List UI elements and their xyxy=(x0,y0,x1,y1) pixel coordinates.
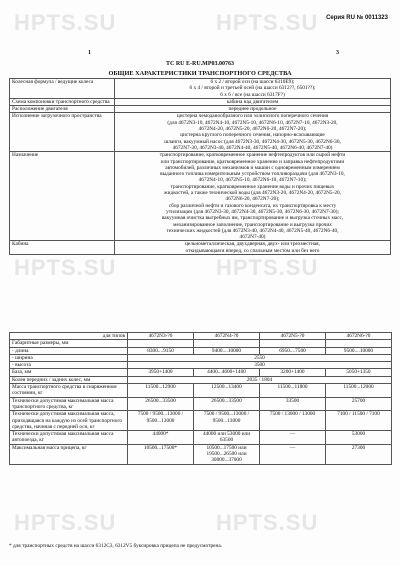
value-line: цистерна круглого поперечного сечения, напорно-всасывающие xyxy=(180,132,325,139)
general-row xyxy=(10,152,391,241)
spec-row xyxy=(10,384,392,398)
spec-value: 44000* xyxy=(128,431,194,445)
spec-value: 7100 / 11500 / 7100 xyxy=(326,411,392,431)
spec-row xyxy=(10,431,392,445)
spec-value: 12500...13400 xyxy=(194,384,260,398)
general-row xyxy=(10,113,391,152)
spec-value: 7500 / 9500...13000 / 9500...13000 xyxy=(194,411,260,431)
footnote: * для транспортных средств на шасси 6312С3, 6312V5 буксировка прицепа не предусмотрена. xyxy=(9,543,222,549)
spec-value: 26500...33500 xyxy=(128,397,194,411)
value-line: 6 x 4 / второй и третьей осей (на шасси 6312??, 6501??); xyxy=(189,85,316,92)
value-line: шланги, вакуумный насос (для 4672N3-30, 4672N4-30, 4672N5-30, 4672N6-30, xyxy=(164,138,341,145)
type-header: 4672N3-?0 xyxy=(128,333,194,340)
spec-value: 7500 / 13000 / 13000 xyxy=(260,411,326,431)
row-value xyxy=(115,152,391,241)
spec-value: — xyxy=(260,431,326,445)
value-line: транспортирование, кратковременное хранение воды и прочих пищевых xyxy=(170,183,335,190)
spec-value: 7500 / 9500...13000 / 9500...13000 xyxy=(128,411,194,431)
watermark: HPTS.SU xyxy=(14,255,117,280)
row-value xyxy=(115,241,391,255)
value-line: переднее продольное xyxy=(228,106,277,113)
types-header-row xyxy=(10,333,392,340)
spec-value: 53000 xyxy=(326,431,392,445)
spec-label: Максимальная масса прицепа, кг xyxy=(10,444,128,464)
value-line: 4672N7-30, 4672N3-40, 4672N4-40, 4672N5-40, 4672N6-40, 4672N7-40) xyxy=(172,144,333,151)
value-line: 4672N4-20, 4672N5-20, 4672N6-20, 4672N7-20); xyxy=(198,126,307,133)
spec-label: - высота xyxy=(10,362,128,369)
type-header: 4672N4-?0 xyxy=(194,333,260,340)
general-characteristics-table xyxy=(9,78,391,255)
value-line: цельнометаллическая, двухдверная, двух- или трехместная, xyxy=(185,241,320,248)
value-line: 4672N6-20, 4672N7-20); xyxy=(225,196,280,203)
row-label: Кабина xyxy=(10,241,115,255)
spec-label: Технически допустимая максимальная масса, приходящаяся на каждую из осей транспортного средства, начиная с передней оси, кг xyxy=(10,411,128,431)
value-line: 4672N4-10, 4672N5-10, 4672N6-10, 4672N7-10); xyxy=(198,177,307,184)
spec-value xyxy=(326,340,392,347)
spec-value: 2550 xyxy=(128,354,392,361)
spec-row xyxy=(10,340,392,347)
spec-value: 6950....7500 xyxy=(260,347,326,354)
watermark: HPTS.SU xyxy=(14,510,117,535)
value-line: транспортирование, кратковременное хранение нефтепродуктов или сырой нефти xyxy=(159,152,346,159)
specifications-table xyxy=(9,332,392,465)
row-label: Расположение двигателя xyxy=(10,106,115,113)
value-line: кабина над двигателем xyxy=(226,98,279,105)
spec-row xyxy=(10,347,392,354)
page-number-left: 1 xyxy=(88,50,91,56)
spec-value: 27300 xyxy=(326,444,392,464)
value-line: откидывающаяся вперед, со спальным местом или без него xyxy=(185,247,320,254)
value-line: 6 x 2 / второй оси (на шасси 6310Е9); xyxy=(210,79,295,85)
spec-label: Масса транспортного средства в снаряженном состоянии, кг xyxy=(10,384,128,398)
row-label: Схема компоновки транспортного средства xyxy=(10,98,115,105)
row-value xyxy=(115,79,391,99)
spec-label: Технически допустимая максимальная масса автопоезда, кг xyxy=(10,431,128,445)
spec-value: 3500 xyxy=(128,362,392,369)
spec-row xyxy=(10,354,392,361)
spec-label: База, мм xyxy=(10,369,128,376)
spec-value: 3950+1400 xyxy=(128,369,194,376)
row-label: Колесная формула / ведущие колеса xyxy=(10,79,115,99)
spec-label: Колея передних / задних колес, мм xyxy=(10,376,128,383)
types-label: для типов xyxy=(10,333,128,340)
spec-value: 8300....9150 xyxy=(128,347,194,354)
spec-label: - ширина xyxy=(10,354,128,361)
spec-value: — xyxy=(260,444,326,464)
value-line: технических жидкостей (для 4672N3-40, 4672N4-40, 4672N5-40, 4672N6-40, xyxy=(166,227,339,234)
spec-value: 25700 xyxy=(326,397,392,411)
spec-row xyxy=(10,362,392,369)
spec-value: 10500...17500 или 19500...26500 или 30000...37000 xyxy=(194,444,260,464)
type-header: 4672N6-?0 xyxy=(326,333,392,340)
spec-value: 2035 / 1804 xyxy=(128,376,392,383)
row-value xyxy=(115,113,391,152)
spec-row xyxy=(10,397,392,411)
spec-value: 10500...17500* xyxy=(128,444,194,464)
document-number: ТС RU E-RU.МР03.00763 xyxy=(166,61,234,67)
watermark: HPTS.SU xyxy=(216,510,319,535)
page-number-right: 3 xyxy=(336,50,339,56)
spec-value: 26500...33500 xyxy=(194,397,260,411)
general-row xyxy=(10,106,391,113)
value-line: автомобилей, различных механизмов и машин с одновременным измерением xyxy=(165,164,340,171)
value-line: выданного топлива измерительным устройством топливораздачи (для 4672N3-10, xyxy=(160,171,345,178)
spec-value xyxy=(194,340,260,347)
spec-label: Технически допустимая максимальная масса транспортного средства, кг xyxy=(10,397,128,411)
general-row xyxy=(10,98,391,105)
row-label: Исполнение загрузочного пространства xyxy=(10,113,115,152)
value-line: (для 4672N3-10, 4672N4-10, 4672N5-10, 4672N6-10, 4672N7-10, 4672N3-20, xyxy=(167,119,338,126)
spec-value: 5050+1350 xyxy=(326,369,392,376)
row-value xyxy=(115,98,391,105)
value-line: 6 x 6 / все (на шасси 6317F?) xyxy=(220,91,285,98)
spec-value: 44000 или 53000 или 63500 xyxy=(194,431,260,445)
serial-number: Серия RU № 0011323 xyxy=(326,15,388,21)
spec-row xyxy=(10,444,392,464)
spec-value: 11500...12900 xyxy=(128,384,194,398)
value-line: вакуумная очистка выгребных ям, транспортирование и выгрузка сточных масс, xyxy=(161,215,344,222)
value-line: 4672N7-40) xyxy=(239,234,266,241)
spec-value xyxy=(128,340,194,347)
type-header: 4672N5-?0 xyxy=(260,333,326,340)
row-label: Назначение xyxy=(10,152,115,241)
general-row xyxy=(10,79,391,99)
spec-value: 11500...11800 xyxy=(260,384,326,398)
value-line: цистерна чемоданообразного или эллипсного поперечного сечения xyxy=(176,113,329,120)
spec-label: Габаритные размеры, мм xyxy=(10,340,128,347)
spec-value: 33500 xyxy=(260,397,326,411)
document-title: ОБЩИЕ ХАРАКТЕРИСТИКИ ТРАНСПОРТНОГО СРЕДСТВА xyxy=(108,70,292,77)
value-line: механизированное заполнение, транспортирование и выгрузка прочих xyxy=(173,221,332,228)
watermark: HPTS.SU xyxy=(216,10,319,35)
value-line: сбор различной нефти и газового конденсата, их транспортировка к месту xyxy=(168,202,337,209)
spec-value: 4400...4600+1400 xyxy=(194,369,260,376)
watermark: HPTS.SU xyxy=(216,255,319,280)
spec-value: 3200+1400 xyxy=(260,369,326,376)
row-value xyxy=(115,106,391,113)
spec-label: - длина xyxy=(10,347,128,354)
spec-value xyxy=(260,340,326,347)
spec-row xyxy=(10,376,392,383)
spec-row xyxy=(10,411,392,431)
general-row xyxy=(10,241,391,255)
value-line: или транспортирование, кратковременное хранение и заправка нефтепродуктами xyxy=(160,158,345,165)
value-line: утилизации (для 4672N3-30, 4672N4-30, 4672N5-30, 4672N6-30, 4672N7-30); xyxy=(166,208,339,215)
spec-value: 11500...12000 xyxy=(326,384,392,398)
watermark: HPTS.SU xyxy=(14,10,117,35)
value-line: жидкостей, а также технической воды (для 4672N3-20, 4672N4-20, 4672N5-20, xyxy=(164,190,341,197)
spec-value: 9400....10000 xyxy=(194,347,260,354)
spec-value: 9500....10000 xyxy=(326,347,392,354)
spec-row xyxy=(10,369,392,376)
